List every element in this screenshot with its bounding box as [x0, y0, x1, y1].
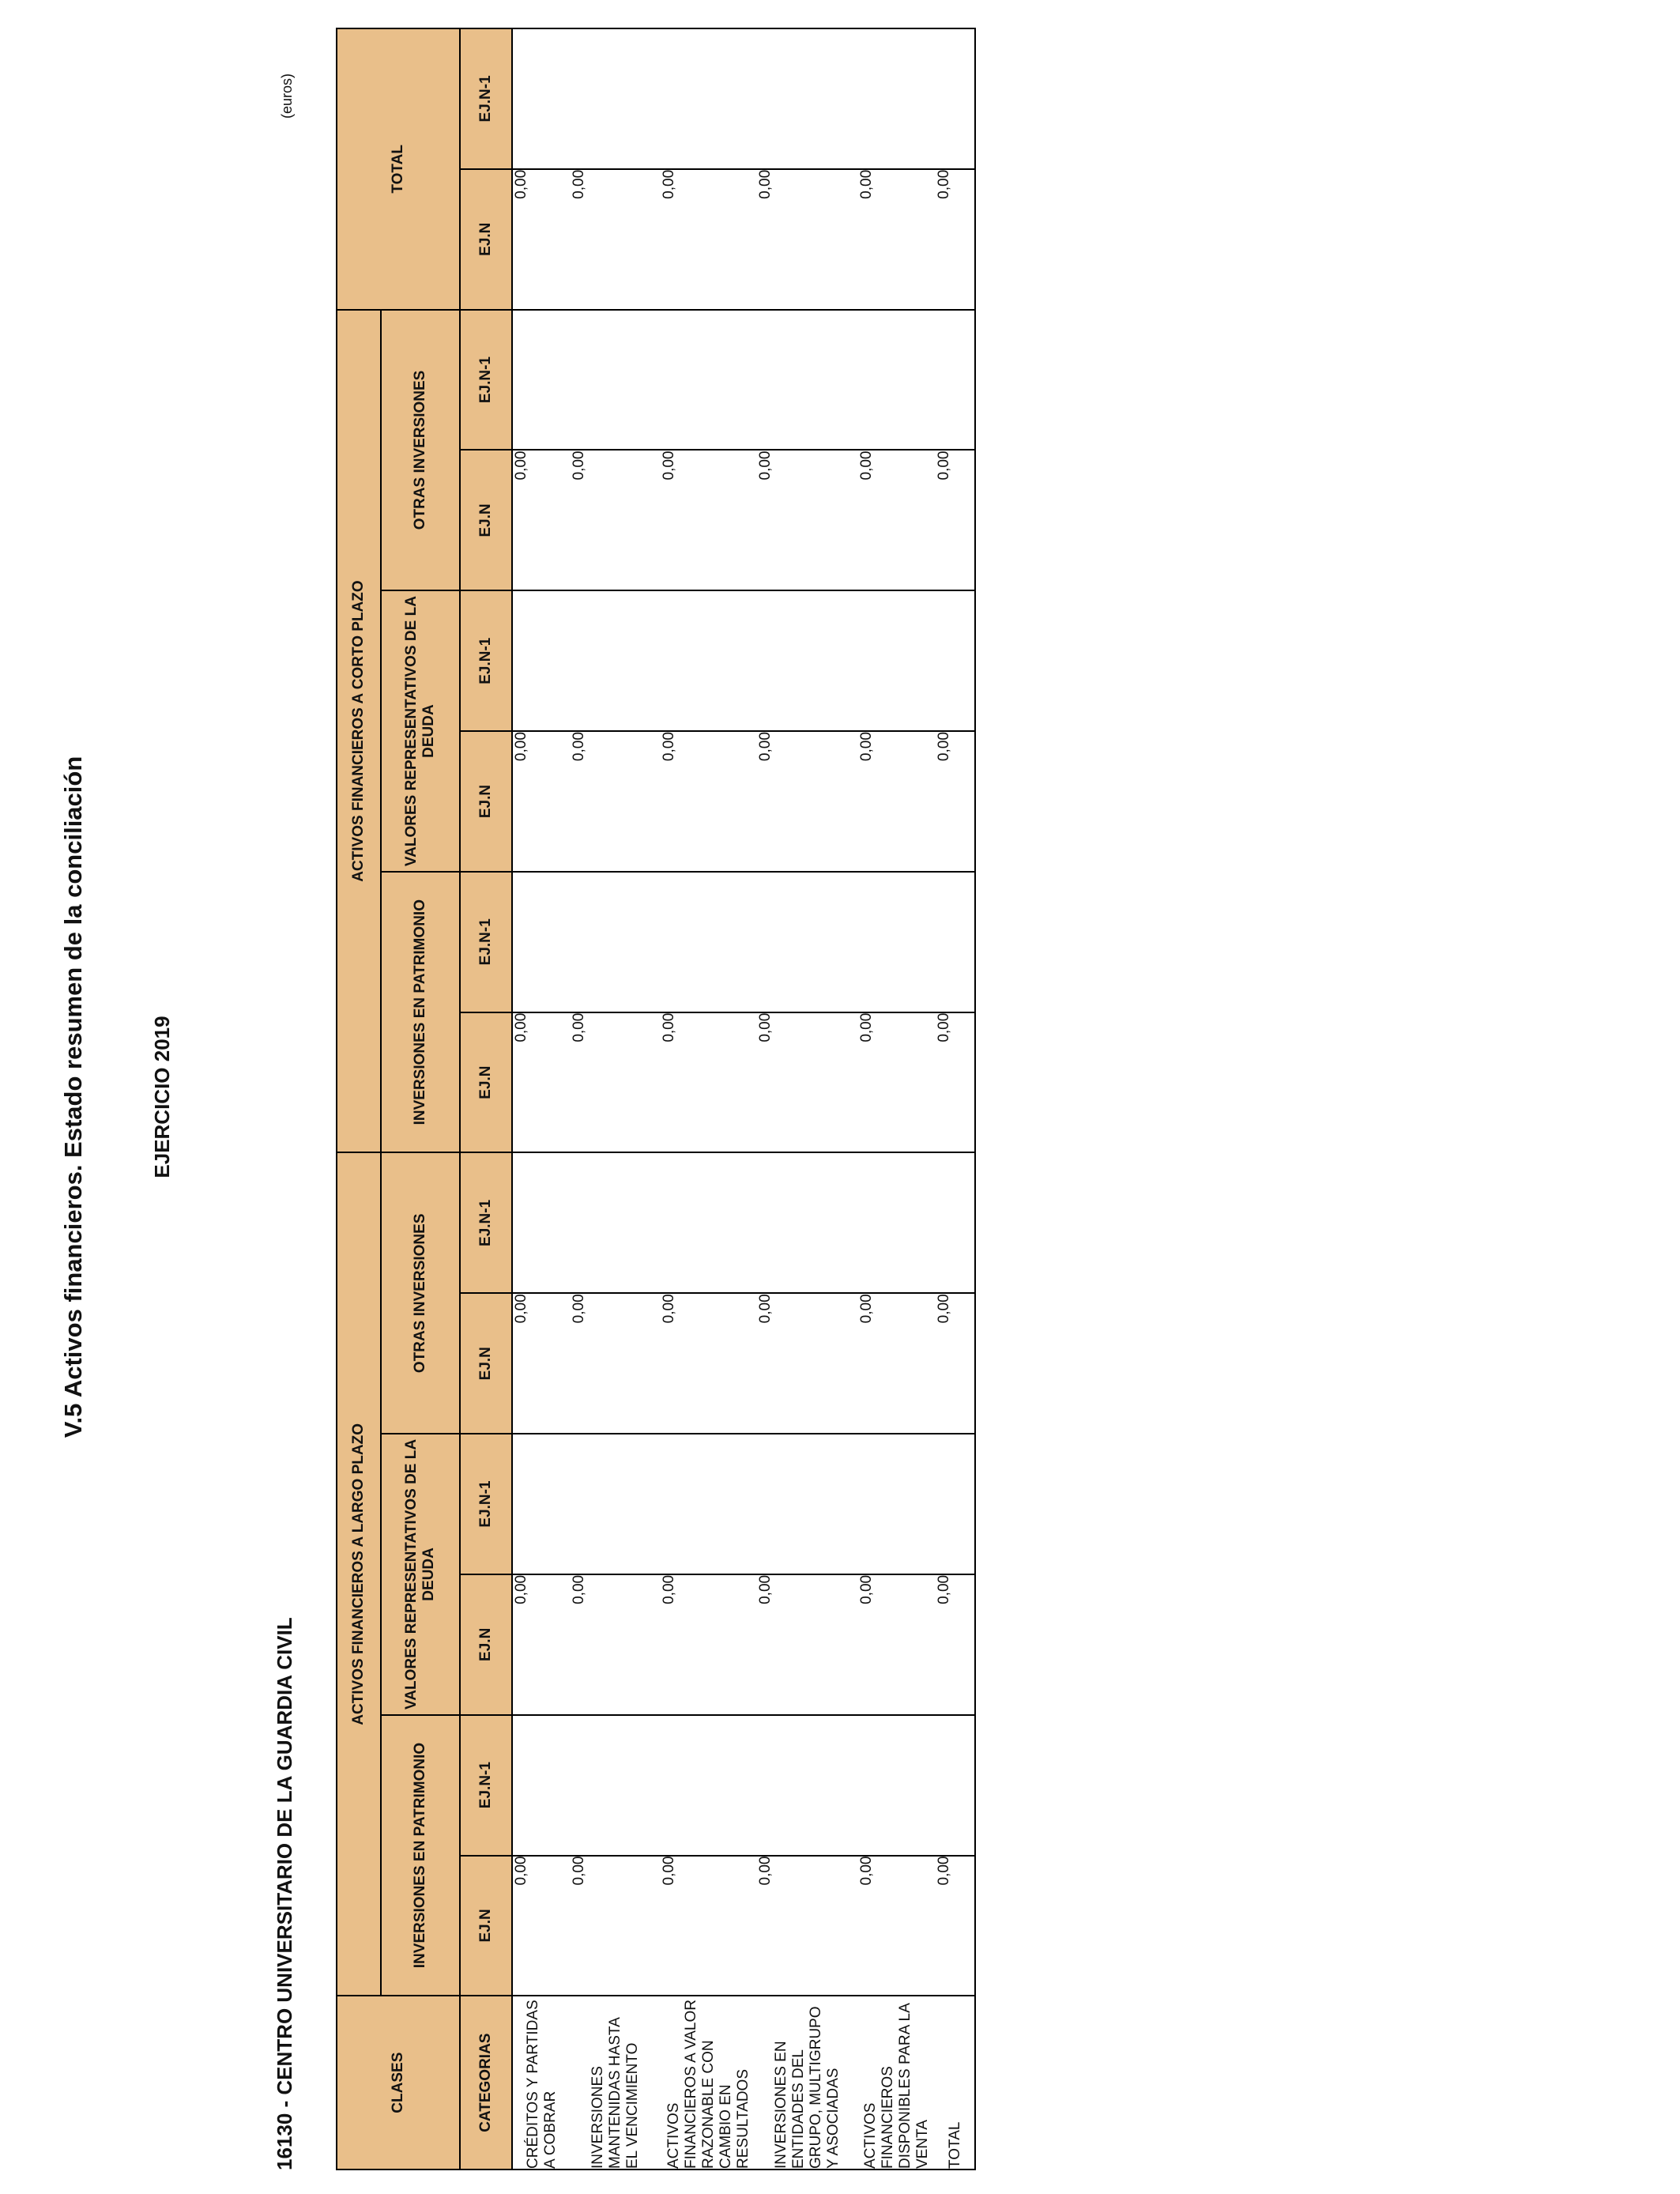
value-cell-ej-n: 0,00: [661, 1293, 757, 1434]
col-ej-n: EJ.N: [460, 1012, 512, 1153]
value-cell-ej-n: 0,00: [858, 1574, 936, 1715]
clases-header: CLASES: [337, 1996, 460, 2169]
table-body: [512, 28, 975, 2169]
value-cell-ej-n1: [571, 1152, 661, 1293]
lt-inversiones-patrimonio-header: INVERSIONES EN PATRIMONIO: [381, 1715, 460, 1996]
value-cell-ej-n1: [858, 590, 936, 731]
value-cell-ej-n: 0,00: [571, 169, 661, 310]
value-cell-ej-n1: [858, 1152, 936, 1293]
value-cell-ej-n1: [936, 310, 975, 450]
value-cell-ej-n1: [661, 872, 757, 1012]
value-cell-ej-n: 0,00: [661, 1574, 757, 1715]
value-cell-ej-n1: [858, 1715, 936, 1856]
value-cell-ej-n1: [661, 590, 757, 731]
col-ej-n: EJ.N: [460, 450, 512, 591]
value-cell-ej-n: 0,00: [512, 1012, 571, 1153]
st-inversiones-patrimonio-header: INVERSIONES EN PATRIMONIO: [381, 872, 460, 1153]
value-cell-ej-n: 0,00: [858, 1012, 936, 1153]
value-cell-ej-n1: [661, 310, 757, 450]
value-cell-ej-n1: [936, 872, 975, 1012]
value-cell-ej-n: 0,00: [757, 1856, 858, 1996]
col-ej-n: EJ.N: [460, 731, 512, 872]
value-cell-ej-n: 0,00: [936, 1856, 975, 1996]
value-cell-ej-n1: [936, 1152, 975, 1293]
value-cell-ej-n: 0,00: [661, 450, 757, 591]
value-cell-ej-n1: [661, 1434, 757, 1574]
value-cell-ej-n: 0,00: [757, 731, 858, 872]
value-cell-ej-n1: [661, 1715, 757, 1856]
value-cell-ej-n1: [757, 590, 858, 731]
value-cell-ej-n: 0,00: [571, 450, 661, 591]
short-term-header: ACTIVOS FINANCIEROS A CORTO PLAZO: [337, 310, 381, 1153]
value-cell-ej-n: 0,00: [571, 731, 661, 872]
value-cell-ej-n: 0,00: [512, 731, 571, 872]
value-cell-ej-n1: [757, 1715, 858, 1856]
category-cell: ACTIVOS FINANCIEROS A VALOR RAZONABLE CON CAMBIO EN RESULTADOS: [661, 1996, 757, 2169]
value-cell-ej-n: 0,00: [571, 1293, 661, 1434]
value-cell-ej-n: 0,00: [757, 169, 858, 310]
value-cell-ej-n1: [512, 310, 571, 450]
value-cell-ej-n1: [858, 1434, 936, 1574]
category-cell: INVERSIONES EN ENTIDADES DEL GRUPO, MULTIGRUPO Y ASOCIADAS: [757, 1996, 858, 2169]
value-cell-ej-n1: [757, 1434, 858, 1574]
value-cell-ej-n: 0,00: [858, 731, 936, 872]
category-cell: INVERSIONES MANTENIDAS HASTA EL VENCIMIENTO: [571, 1996, 661, 2169]
st-otras-inversiones-header: OTRAS INVERSIONES: [381, 310, 460, 591]
long-term-header: ACTIVOS FINANCIEROS A LARGO PLAZO: [337, 1152, 381, 1996]
value-cell-ej-n: 0,00: [571, 1012, 661, 1153]
value-cell-ej-n: 0,00: [858, 1856, 936, 1996]
value-cell-ej-n: 0,00: [661, 1012, 757, 1153]
value-cell-ej-n: 0,00: [757, 1012, 858, 1153]
value-cell-ej-n1: [512, 872, 571, 1012]
value-cell-ej-n1: [661, 1152, 757, 1293]
value-cell-ej-n: 0,00: [757, 1293, 858, 1434]
reconciliation-table: [336, 28, 976, 2170]
value-cell-ej-n1: [571, 1434, 661, 1574]
value-cell-ej-n: 0,00: [661, 1856, 757, 1996]
col-ej-n1: EJ.N-1: [460, 1152, 512, 1293]
value-cell-ej-n1: [936, 1434, 975, 1574]
value-cell-ej-n1: [571, 310, 661, 450]
value-cell-ej-n1: [512, 28, 571, 169]
categorias-header: CATEGORIAS: [460, 1996, 512, 2169]
table-row: [512, 28, 571, 2169]
value-cell-ej-n: 0,00: [936, 731, 975, 872]
value-cell-ej-n: 0,00: [571, 1574, 661, 1715]
value-cell-ej-n1: [661, 28, 757, 169]
table-row: [661, 28, 757, 2169]
table-row: [571, 28, 661, 2169]
value-cell-ej-n: 0,00: [858, 1293, 936, 1434]
value-cell-ej-n1: [571, 590, 661, 731]
table-row: [936, 28, 975, 2169]
category-cell: ACTIVOS FINANCIEROS DISPONIBLES PARA LA VENTA: [858, 1996, 936, 2169]
col-ej-n1: EJ.N-1: [460, 1715, 512, 1856]
units-label: (euros): [279, 73, 295, 119]
value-cell-ej-n: 0,00: [512, 1574, 571, 1715]
value-cell-ej-n: 0,00: [571, 1856, 661, 1996]
col-ej-n1: EJ.N-1: [460, 28, 512, 169]
total-header: TOTAL: [337, 28, 460, 310]
value-cell-ej-n1: [858, 28, 936, 169]
entity-name: 16130 - CENTRO UNIVERSITARIO DE LA GUARDIA CIVIL: [273, 1617, 296, 2170]
value-cell-ej-n1: [757, 310, 858, 450]
value-cell-ej-n1: [858, 310, 936, 450]
value-cell-ej-n: 0,00: [858, 169, 936, 310]
value-cell-ej-n1: [512, 590, 571, 731]
value-cell-ej-n: 0,00: [858, 450, 936, 591]
value-cell-ej-n: 0,00: [661, 731, 757, 872]
col-ej-n1: EJ.N-1: [460, 872, 512, 1012]
value-cell-ej-n: 0,00: [936, 1574, 975, 1715]
value-cell-ej-n: 0,00: [936, 1012, 975, 1153]
value-cell-ej-n1: [512, 1434, 571, 1574]
value-cell-ej-n1: [858, 872, 936, 1012]
value-cell-ej-n: 0,00: [512, 1856, 571, 1996]
exercise-year: EJERCICIO 2019: [150, 1016, 174, 1178]
value-cell-ej-n: 0,00: [757, 1574, 858, 1715]
col-ej-n: EJ.N: [460, 169, 512, 310]
value-cell-ej-n: 0,00: [936, 1293, 975, 1434]
st-valores-deuda-header: VALORES REPRESENTATIVOS DE LA DEUDA: [381, 590, 460, 872]
value-cell-ej-n1: [757, 1152, 858, 1293]
value-cell-ej-n1: [512, 1152, 571, 1293]
value-cell-ej-n1: [757, 872, 858, 1012]
table-row: [757, 28, 858, 2169]
value-cell-ej-n1: [512, 1715, 571, 1856]
col-ej-n1: EJ.N-1: [460, 1434, 512, 1574]
value-cell-ej-n1: [936, 28, 975, 169]
value-cell-ej-n: 0,00: [512, 450, 571, 591]
category-cell: TOTAL: [936, 1996, 975, 2169]
col-ej-n1: EJ.N-1: [460, 310, 512, 450]
value-cell-ej-n: 0,00: [757, 450, 858, 591]
lt-otras-inversiones-header: OTRAS INVERSIONES: [381, 1152, 460, 1434]
page-title: V.5 Activos financieros. Estado resumen de la conciliación: [59, 756, 87, 1438]
col-ej-n: EJ.N: [460, 1574, 512, 1715]
value-cell-ej-n: 0,00: [512, 1293, 571, 1434]
category-cell: CRÉDITOS Y PARTIDAS A COBRAR: [512, 1996, 571, 2169]
col-ej-n: EJ.N: [460, 1856, 512, 1996]
value-cell-ej-n1: [571, 28, 661, 169]
value-cell-ej-n1: [571, 872, 661, 1012]
value-cell-ej-n1: [936, 590, 975, 731]
lt-valores-deuda-header: VALORES REPRESENTATIVOS DE LA DEUDA: [381, 1434, 460, 1715]
value-cell-ej-n: 0,00: [936, 169, 975, 310]
value-cell-ej-n: 0,00: [661, 169, 757, 310]
value-cell-ej-n1: [936, 1715, 975, 1856]
col-ej-n1: EJ.N-1: [460, 590, 512, 731]
value-cell-ej-n1: [757, 28, 858, 169]
value-cell-ej-n: 0,00: [936, 450, 975, 591]
value-cell-ej-n1: [571, 1715, 661, 1856]
table-row: [858, 28, 936, 2169]
value-cell-ej-n: 0,00: [512, 169, 571, 310]
col-ej-n: EJ.N: [460, 1293, 512, 1434]
